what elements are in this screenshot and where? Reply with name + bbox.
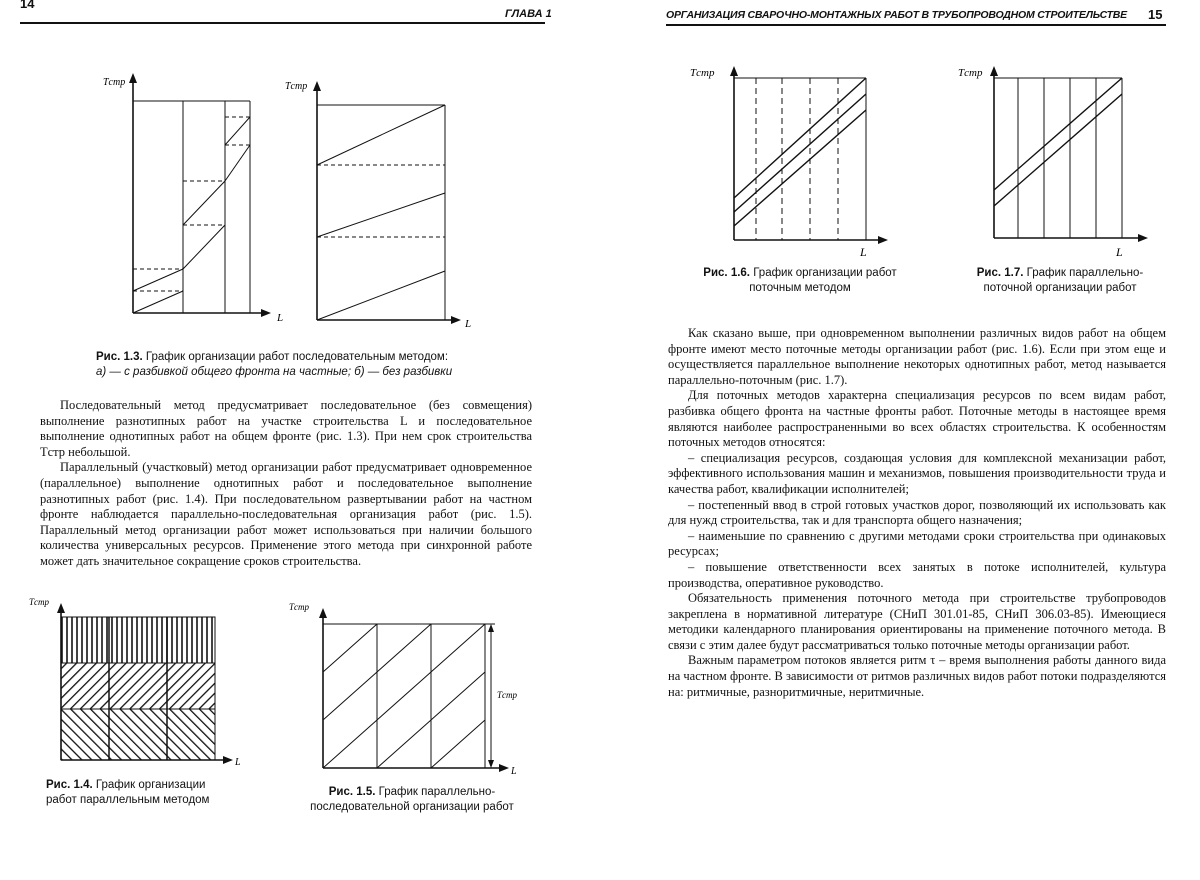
fig-1-6-caption-line2: поточным методом xyxy=(749,282,851,294)
fig-1-5-caption-line2: последовательной организации работ xyxy=(310,801,514,813)
right-paragraph-2: Для поточных методов характерна специализация ресурсов по всем видам работ, разбивка общего фронта на частные фронты работ. Поточные методы в настоящее время являются наиболее распространенными во всех областях строительства. К особенностям поточных методов относятся: xyxy=(668,388,1166,450)
fig-1-6-caption-text: График организации работ xyxy=(753,267,897,279)
fig-1-4-caption-label: Рис. 1.4. xyxy=(46,779,93,791)
fig-1-7-caption-label: Рис. 1.7. xyxy=(976,267,1024,279)
fig-1-7-diagram xyxy=(956,60,1176,260)
fig-1-3-caption-line2: а) — с разбивкой общего фронта на частные; б) — без разбивки xyxy=(96,366,453,378)
page-number-left: 14 xyxy=(20,0,35,11)
header-rule-left xyxy=(20,22,545,24)
fig-1-5-x-label: L xyxy=(511,766,517,777)
fig-1-6-caption-label: Рис. 1.6. xyxy=(703,267,751,279)
fig-1-5-caption xyxy=(292,785,532,815)
fig-1-5-diagram xyxy=(285,598,540,783)
fig-1-4-diagram xyxy=(25,595,265,775)
fig-1-3-caption-label: Рис. 1.3. xyxy=(96,351,143,363)
right-paragraph-6: – повышение ответственности всех занятых в потоке исполнителей, культура производства, оперативное руководство. xyxy=(668,559,1166,590)
fig-1-7-y-label: Tстр xyxy=(958,67,983,79)
fig-1-3b-x-label: L xyxy=(465,318,472,330)
fig-1-7-caption-text: График параллельно- xyxy=(1026,267,1144,279)
fig-1-5-caption-text: График параллельно- xyxy=(378,786,496,798)
right-paragraph-4: – постепенный ввод в строй готовых участков дорог, позволяющий их использовать как для нужд строительства, так и для транспорта общего назначения; xyxy=(668,497,1166,528)
fig-1-3a-y-label: Tстр xyxy=(103,77,126,88)
right-page xyxy=(600,0,1200,880)
fig-1-3b-y-label: Tстр xyxy=(285,81,308,92)
fig-1-6-caption xyxy=(680,266,920,296)
fig-1-4-y-label: Tстр xyxy=(29,597,49,607)
fig-1-5-dim-label: Tстр xyxy=(497,690,517,700)
fig-1-3-caption-text: График организации работ последовательным методом: xyxy=(145,351,449,363)
right-paragraph-5: – наименьшие по сравнению с другими методами сроки строительства при одинаковых ресурсах; xyxy=(668,528,1166,559)
fig-1-4-caption xyxy=(46,778,256,808)
right-paragraph-8: Важным параметром потоков является ритм τ – время выполнения работы данного вида на частном фронте. В зависимости от ритмов различных видов работ потоки подразделяются на: ритмичные, разноритмичные, неритмичные. xyxy=(668,653,1166,699)
fig-1-4-caption-line2: работ параллельным методом xyxy=(46,794,210,806)
right-body-text xyxy=(668,326,1166,700)
running-head-left: ГЛАВА 1 xyxy=(505,8,552,20)
fig-1-3a-x-label: L xyxy=(277,312,284,324)
right-paragraph-7: Обязательность применения поточного метода при строительстве трубопроводов закреплена в нормативной литературе (СНиП 301.01-85, СНиП 306.03-85). Имеющиеся методики календарного планирования ориентированы на применение поточного метода. В связи с этим далее будут рассматриваться только поточные методы организации работ. xyxy=(668,591,1166,652)
left-paragraph-2: Параллельный (участковый) метод организации работ предусматривает одновременное (параллельное) выполнение однотипных работ и последовательное выполнение разнотипных работ (рис. 1.4). При последовательном развертывании работ на частном фронте наблюдается параллельно-последовательная организация работ (рис. 1.5). Параллельный метод организации работ может использоваться при наличии большого количества универсальных ресурсов. Применение этого метода при синхронной работе может дать значительное сокращение сроков строительства. xyxy=(40,460,532,568)
fig-1-5-caption-label: Рис. 1.5. xyxy=(328,786,376,798)
left-paragraph-1: Последовательный метод предусматривает последовательное (без совмещения) выполнение разнотипных работ на участке строительства L и последовательное выполнение однотипных работ на общем фронте (рис. 1.3). При нем срок строительства Tстр небольшой. xyxy=(40,398,532,459)
fig-1-3-diagram xyxy=(95,65,495,340)
fig-1-4-x-label: L xyxy=(235,757,241,768)
fig-1-4-caption-text: График организации xyxy=(95,779,206,791)
running-head-right: ОРГАНИЗАЦИЯ СВАРОЧНО-МОНТАЖНЫХ РАБОТ В ТРУБОПРОВОДНОМ СТРОИТЕЛЬСТВЕ xyxy=(666,9,1127,21)
right-paragraph-1: Как сказано выше, при одновременном выполнении различных видов работ на общем фронте имеют место поточные методы организации работ (рис. 1.6). Если при этом еще и осуществляется параллельное выполнение некоторых однотипных работ, метод называется параллельно-поточным (рис. 1.7). xyxy=(668,326,1166,387)
left-body-text xyxy=(40,398,532,570)
fig-1-5-y-label: Tстр xyxy=(289,602,309,612)
page-number-right: 15 xyxy=(1148,7,1163,22)
fig-1-3-caption xyxy=(96,350,516,380)
fig-1-7-x-label: L xyxy=(1116,245,1123,259)
fig-1-6-y-label: Tстр xyxy=(690,67,715,79)
header-rule-right xyxy=(666,24,1166,26)
fig-1-6-diagram xyxy=(686,60,906,260)
fig-1-6-x-label: L xyxy=(860,245,867,259)
right-paragraph-3: – специализация ресурсов, создающая условия для комплексной механизации работ, эффективного использования машин и механизмов, повышения производительности труда и качества работ, квалификации исполнителей; xyxy=(668,450,1166,496)
fig-1-7-caption xyxy=(940,266,1180,296)
fig-1-7-caption-line2: поточной организации работ xyxy=(983,282,1137,294)
